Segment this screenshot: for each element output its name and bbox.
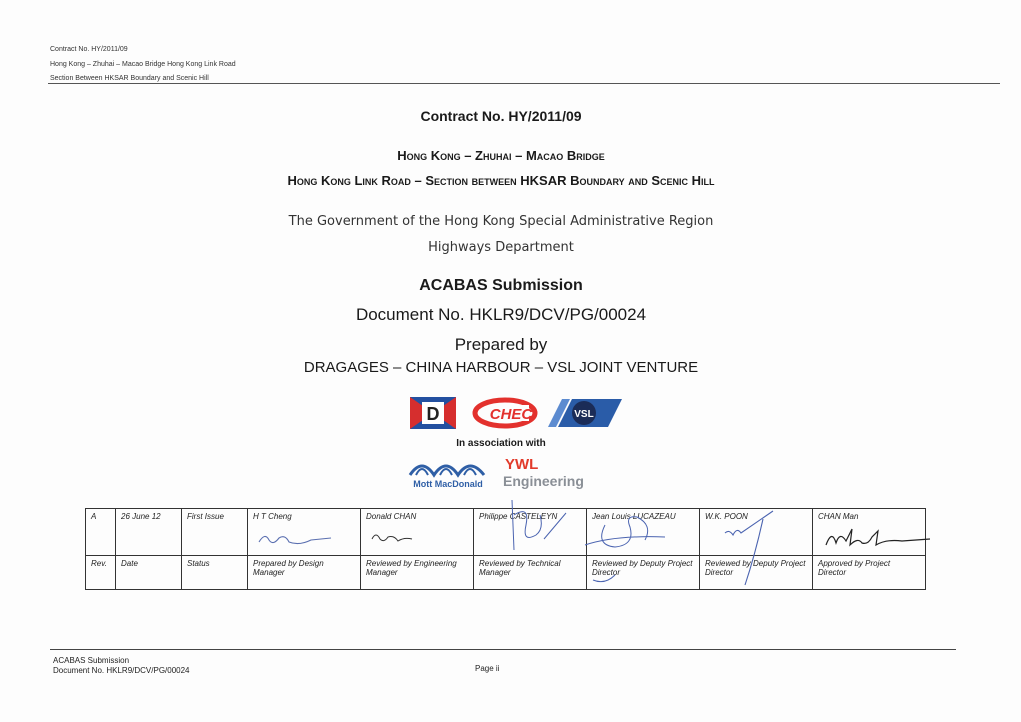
approver-role: Approved by Project Director [813,556,926,590]
rev-label: Rev. [86,556,116,590]
dragages-letter: D [426,404,440,424]
mott-macdonald-logo [408,455,488,489]
project-title: Hong Kong – Zhuhai – Macao Bridge [397,148,605,163]
preparer-cell: H T Cheng [248,509,361,556]
status-label: Status [182,556,248,590]
signature-poon [715,505,785,590]
vsl-text: VSL [574,409,594,420]
vsl-logo [548,399,622,427]
deputy-reviewer-role-1: Reviewed by Deputy Project Director [587,556,700,590]
document-number: Document No. HKLR9/DCV/PG/00024 [355,305,647,324]
signature-casteleyn [500,495,570,555]
section-title: Hong Kong Link Road – Section between HKSAR Boundary and Scenic Hill [287,173,715,188]
signature-lucazeau [575,505,675,590]
signature-chan-man [822,525,932,551]
approver-cell: CHAN Man [813,509,926,556]
eng-reviewer-cell: Donald CHAN [361,509,474,556]
date-label: Date [116,556,182,590]
signature-chan [368,527,418,549]
header-contract: Contract No. HY/2011/09 [50,46,128,53]
joint-venture-logos [408,393,628,433]
status-cell: First Issue [182,509,248,556]
jv-logo-strip [408,393,628,433]
tech-reviewer-cell: Philippe CASTELEYN [474,509,587,556]
header-rule [48,83,1000,84]
role-row [86,556,926,590]
chec-text: CHEC [489,406,533,423]
dragages-logo [410,397,456,429]
department-name: Highways Department [428,240,574,255]
submission-title: ACABAS Submission [419,277,583,294]
chec-logo [475,400,535,426]
deputy-reviewer-role-2: Reviewed by Deputy Project Director [700,556,813,590]
contract-title: Contract No. HY/2011/09 [420,108,582,124]
ywl-logo-top: YWL [505,456,539,473]
signature-cheng [255,528,335,550]
footer-page-number: Page ii [475,664,500,673]
tech-reviewer-role: Reviewed by Technical Manager [474,556,587,590]
contractor-name: DRAGAGES – CHINA HARBOUR – VSL JOINT VENTURE [303,359,699,376]
government-name: The Government of the Hong Kong Special Administrative Region [288,214,714,229]
header-section: Section Between HKSAR Boundary and Scenic Hill [50,75,209,82]
preparer-role: Prepared by Design Manager [248,556,361,590]
footer-document-number: Document No. HKLR9/DCV/PG/00024 [53,666,190,675]
deputy-reviewer-cell-1: Jean Louis LUCAZEAU [587,509,700,556]
footer-submission: ACABAS Submission [53,656,130,665]
footer-rule [50,649,956,650]
mott-text: Mott MacDonald [413,479,483,489]
deputy-reviewer-cell-2: W.K. POON [700,509,813,556]
eng-reviewer-role: Reviewed by Engineering Manager [361,556,474,590]
rev-cell: A [86,509,116,556]
ywl-logo-bottom: Engineering [503,473,584,489]
date-cell: 26 June 12 [116,509,182,556]
prepared-by-label: Prepared by [454,335,548,354]
association-label: In association with [456,438,546,449]
header-project: Hong Kong – Zhuhai – Macao Bridge Hong Kong Link Road [50,61,236,68]
